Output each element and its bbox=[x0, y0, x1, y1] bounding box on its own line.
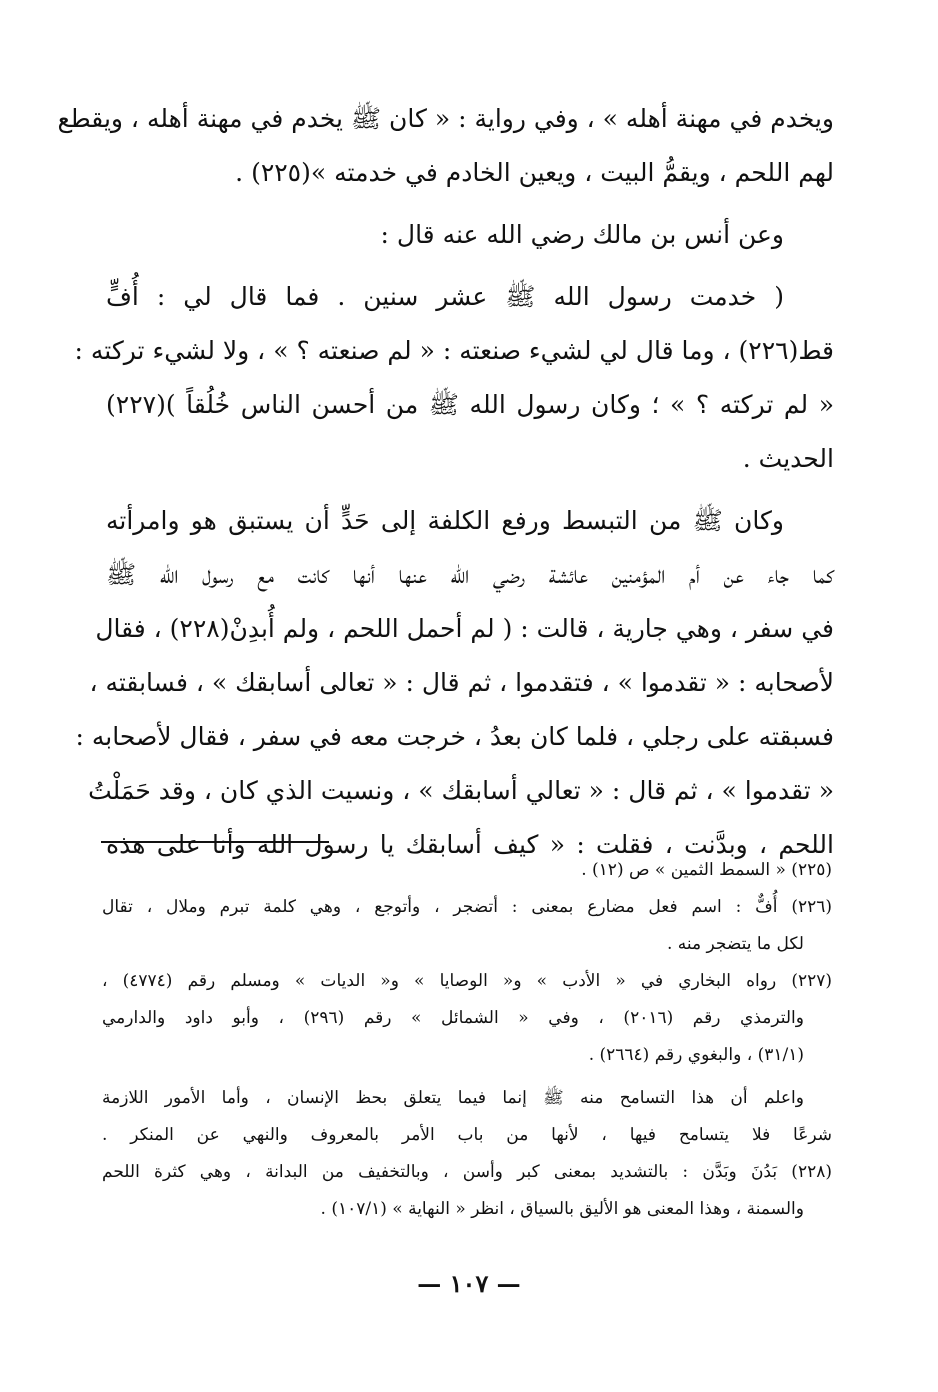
text-line: « تقدموا » ، ثم قال : « تعالي أسابقك » ، ونسيت الذي كان ، وقد حَمَلْتُ bbox=[88, 776, 834, 805]
text-line: كما جاء عن أم المؤمنين عائشة رضي الله عنها أنها كانت مع رسول الله ﷺ bbox=[106, 560, 834, 589]
footnote-line: لكل ما يتضجر منه . bbox=[666, 934, 804, 954]
text-line: اللحم ، وبدَّنت ، فقلت : « كيف أسابقك يا رسول الله وأنا على هذه bbox=[106, 830, 834, 859]
main-text bbox=[57, 92, 834, 872]
text-line: في سفر ، وهي جارية ، قالت : ( لم أحمل اللحم ، ولم أُبدِنْ(٢٢٨) ، فقال bbox=[95, 614, 834, 643]
footnote-line: والسمنة ، وهذا المعنى هو الأليق بالسياق ، انظر « النهاية » (١٠٧/١) . bbox=[320, 1199, 804, 1219]
text-line: وعن أنس بن مالك رضي الله عنه قال : bbox=[380, 220, 784, 249]
footnote-line: (٢٢٦) أُفٌّ : اسم فعل مضارع بمعنى : أتضجر ، وأتوجع ، وهي كلمة تبرم وملال ، تقال bbox=[102, 897, 832, 917]
footnote-line: (٣١/١) ، والبغوي رقم (٢٦٦٤) . bbox=[588, 1045, 804, 1065]
paragraph-gap bbox=[106, 200, 834, 208]
page-number: — ١٠٧ — bbox=[417, 1269, 521, 1298]
text-line: ويخدم في مهنة أهله » ، وفي رواية : « كان ﷺ يخدم في مهنة أهله ، ويقطع bbox=[57, 104, 834, 133]
text-line: لهم اللحم ، ويقمُّ البيت ، ويعين الخادم في خدمته »(٢٢٥) . bbox=[235, 158, 834, 187]
paragraph-gap bbox=[106, 262, 834, 270]
footnote-divider bbox=[101, 841, 329, 843]
text-line: قط(٢٢٦) ، وما قال لي لشيء صنعته : « لم صنعته ؟ » ، ولا لشيء تركته : bbox=[74, 336, 834, 365]
footnotes bbox=[102, 852, 832, 1228]
footnote-line: (٢٢٨) بَدُنَ وبَدَّن : بالتشديد بمعنى كبر وأسن ، وبالتخفيف من البدانة ، وهي كثرة اللحم bbox=[102, 1162, 832, 1182]
footnote-line: والترمذي رقم (٢٠١٦) ، وفي « الشمائل » رقم (٢٩٦) ، وأبو داود والدارمي bbox=[102, 1008, 804, 1028]
text-line: ( خدمت رسول الله ﷺ عشر سنين . فما قال لي : أُفٍّ bbox=[106, 282, 784, 311]
text-line: لأصحابه : « تقدموا » ، فتقدموا ، ثم قال : « تعالى أسابقك » ، فسابقته ، bbox=[89, 668, 834, 697]
footnote-line: شرعًا فلا يتسامح فيها ، لأنها من باب الأمر بالمعروف والنهي عن المنكر . bbox=[102, 1125, 832, 1145]
text-line: الحديث . bbox=[742, 444, 834, 473]
footnote-line: (٢٢٥) « السمط الثمين » ص (١٢) . bbox=[581, 860, 832, 880]
footnote-line: واعلم أن هذا التسامح منه ﷺ إنما فيما يتعلق بحظ الإنسان ، وأما الأمور اللازمة bbox=[102, 1088, 804, 1108]
text-line: وكان ﷺ من التبسط ورفع الكلفة إلى حَدٍّ أن يستبق هو وامرأته bbox=[106, 506, 784, 535]
text-line: « لم تركته ؟ » ؛ وكان رسول الله ﷺ من أحسن الناس خُلُقاً )(٢٢٧) bbox=[106, 390, 834, 419]
text-line: فسبقته على رجلي ، فلما كان بعدُ ، خرجت معه في سفر ، فقال لأصحابه : bbox=[75, 722, 834, 751]
paragraph-gap bbox=[106, 486, 834, 494]
footnote-line: (٢٢٧) رواه البخاري في « الأدب » و« الوصايا » و« الديات » ومسلم رقم (٤٧٧٤) ، bbox=[102, 971, 832, 991]
